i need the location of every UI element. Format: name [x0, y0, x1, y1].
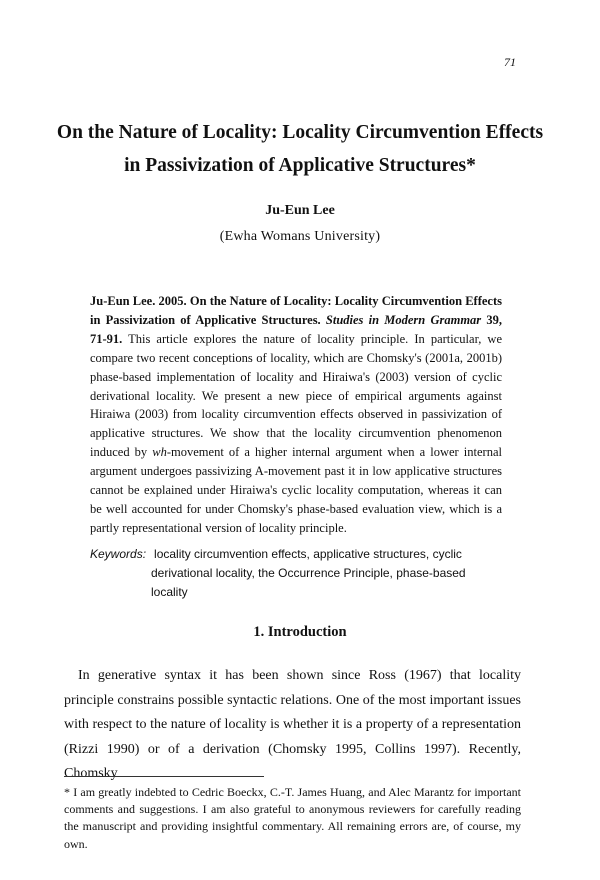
title-line-2: in Passivization of Applicative Structures*	[124, 155, 476, 176]
keywords-line-1	[90, 545, 502, 564]
section-heading: 1. Introduction	[253, 624, 347, 640]
keywords-line-2: derivational locality, the Occurrence Principle, phase-based locality	[151, 566, 466, 599]
footnote-divider	[64, 776, 264, 777]
abstract-text-b: -movement of a higher internal argument when a lower internal argument undergoes passivizing A-movement past it in low applicative structures cannot be explained under Hiraiwa's cyclic locality computation, whereas it can be well accounted for under Chomsky's phase-based evaluation view, which is a partly representational version of locality principle.	[90, 445, 502, 535]
author-affiliation: (Ewha Womans University)	[219, 229, 381, 244]
page-number: 71	[504, 55, 516, 69]
volume-pages: 39, 71-91.	[90, 312, 503, 346]
title-line-1: On the Nature of Locality: Locality Circumvention Effects	[56, 122, 544, 143]
keywords	[90, 545, 502, 602]
keywords-text-1: locality circumvention effects, applicative structures, cyclic	[154, 547, 462, 561]
author-name: Ju-Eun Lee	[265, 203, 335, 218]
abstract	[90, 292, 502, 538]
keywords-label: Keywords:	[90, 547, 147, 561]
abstract-wh: wh	[152, 445, 167, 460]
journal-name: Studies in Modern Grammar	[325, 312, 482, 327]
citation-lead: Ju-Eun Lee. 2005. On the Nature of Locality: Locality Circumvention Effects in Passivization of Applicative Structures.	[90, 294, 502, 327]
paper-title	[40, 116, 560, 182]
abstract-text-a: This article explores the nature of locality principle. In particular, we compare two recent conceptions of locality, which are Chomsky's (2001a, 2001b) phase-based implementation of locality and Hiraiwa's (2003) version of cyclic derivational locality. We present a new piece of empirical arguments against Hiraiwa (2003) from locality circumvention effects observed in passivization of applicative structures. We show that the locality circumvention phenomenon induced by	[90, 331, 502, 460]
footnote: * I am greatly indebted to Cedric Boeckx, C.-T. James Huang, and Alec Marantz for important comments and suggestions. I am also grateful to anonymous reviewers for carefully reading the manuscript and providing insightful commentary. All remaining errors are, of course, my own.	[64, 785, 521, 851]
body-paragraph: In generative syntax it has been shown since Ross (1967) that locality principle constrains possible syntactic relations. One of the most important issues with respect to the nature of locality is whether it is a property of a representation (Rizzi 1990) or of a derivation (Chomsky 1995, Collins 1997). Recently, Chomsky	[64, 668, 521, 782]
